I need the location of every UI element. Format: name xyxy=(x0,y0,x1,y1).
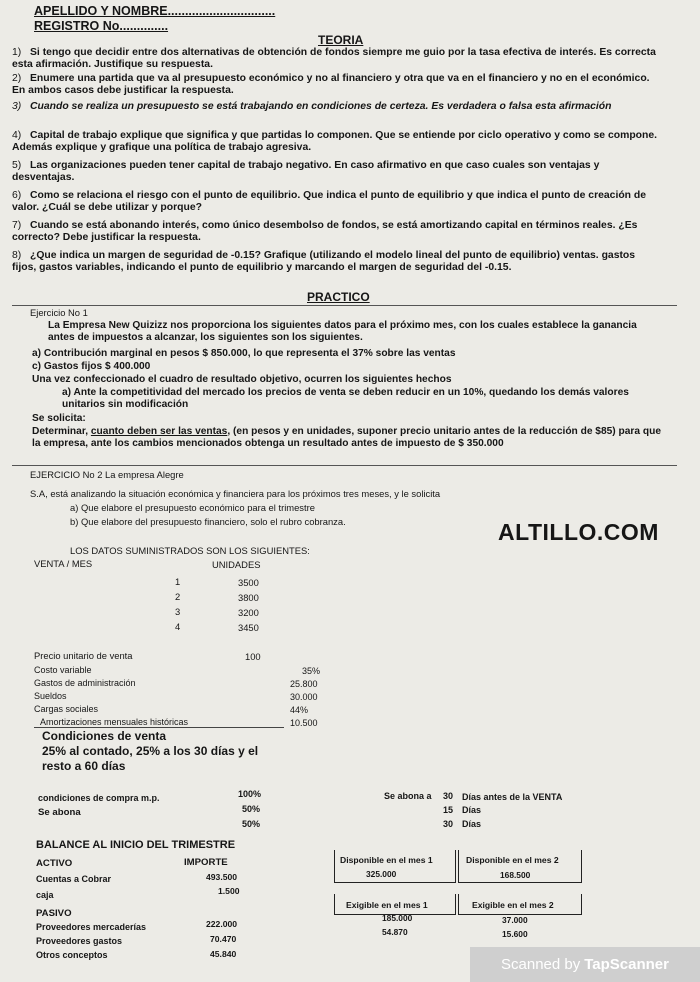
sueldos-label: Sueldos xyxy=(34,691,67,701)
registro-line: REGISTRO No.............. xyxy=(34,19,169,33)
question-2: 2) Enumere una partida que va al presupuesto económico y no al financiero y otra que va en el financiero y no en el económico. En ambos casos debe justificar la respuesta. xyxy=(12,73,650,96)
ej1-determinar: Determinar, cuanto deben ser las ventas, (en pesos y en unidades, suponer precio unitario antes de la reducción de $85) para que la empresa, ante los cambios mencionados obtenga un resultado antes de impuesto de $ 350.000 xyxy=(32,426,661,449)
prov-merc-label: Proveedores mercaderías xyxy=(36,922,147,932)
cargas-value: 44% xyxy=(290,705,309,715)
question-8: 8) ¿Que indica un margen de seguridad de -0.15? Grafique (utilizando el modelo lineal del punto de equilibrio) ventas. gastos fijos, gastos variables, indicando el punto de equilibrio y marcando el margen de seguridad del -0.15. xyxy=(12,250,636,273)
pasivo-label: PASIVO xyxy=(36,908,72,919)
costo-variable-value: 35% xyxy=(302,666,321,676)
ej2-item-a: a) Que elabore el presupuesto económico para el trimestre xyxy=(70,502,315,513)
mes-3: 3 xyxy=(175,606,181,617)
scanner-badge xyxy=(470,947,700,982)
prov-gastos-value: 70.470 xyxy=(210,934,237,944)
question-5: 5) Las organizaciones pueden tener capital de trabajo negativo. En caso afirmativo en que caso cuales son ventajas y desventajas. xyxy=(12,160,600,183)
scanner-brand: TapScanner xyxy=(584,956,669,973)
unidades-1: 3500 xyxy=(238,577,259,588)
disp-mes1-label: Disponible en el mes 1 xyxy=(340,855,433,865)
unidades-3: 3200 xyxy=(238,607,259,618)
amortizaciones-label: Amortizaciones mensuales históricas xyxy=(40,717,189,727)
cond-venta-text: 25% al contado, 25% a los 30 días y el resto a 60 días xyxy=(42,744,259,773)
abona-text-3: Días xyxy=(462,819,482,829)
divider xyxy=(12,305,677,306)
scanner-badge-text: Scanned by xyxy=(501,956,581,973)
cond-venta-title: Condiciones de venta xyxy=(42,729,167,743)
disp-mes2-label: Disponible en el mes 2 xyxy=(466,855,559,865)
costo-variable-label: Costo variable xyxy=(34,665,92,675)
otros-conceptos-value: 45.840 xyxy=(210,949,237,959)
prov-gastos-label: Proveedores gastos xyxy=(36,936,123,946)
mes-4: 4 xyxy=(175,621,181,632)
ej1-solicita: Se solicita: xyxy=(32,413,86,424)
abona-text-1: Días antes de la VENTA xyxy=(462,792,563,802)
importe-label: IMPORTE xyxy=(184,857,228,868)
cuentas-cobrar-value: 493.500 xyxy=(206,872,238,882)
question-1: 1) Si tengo que decidir entre dos alternativas de obtención de fondos siempre me guio por la tasa efectiva de interés. Es correcta esta afirmación. Justifique su respuesta. xyxy=(12,47,656,70)
cuentas-cobrar-label: Cuentas a Cobrar xyxy=(36,874,112,884)
ej1-confeccionado: Una vez confeccionado el cuadro de resultado objetivo, ocurren los siguientes hechos xyxy=(32,374,452,385)
datos-title: LOS DATOS SUMINISTRADOS SON LOS SIGUIENTES: xyxy=(70,545,310,556)
exig-mes1-value-b: 54.870 xyxy=(382,927,408,937)
question-6: 6) Como se relaciona el riesgo con el punto de equilibrio. Que indica el punto de equilibrio y que indica el punto de creación de valor. ¿Cuál se debe utilizar y porque? xyxy=(12,190,647,213)
otros-conceptos-label: Otros conceptos xyxy=(36,950,108,960)
apellido-line: APELLIDO Y NOMBRE............................... xyxy=(34,4,276,18)
se-abona-label: Se abona xyxy=(38,807,81,818)
mes-2: 2 xyxy=(175,591,181,602)
divider-2 xyxy=(12,465,677,466)
unidades-label: UNIDADES xyxy=(212,559,261,570)
amortizaciones-value: 10.500 xyxy=(290,718,318,728)
abona-days-3: 30 xyxy=(443,819,454,829)
compra-pct-3: 50% xyxy=(242,819,261,829)
altillo-watermark: ALTILLO.COM xyxy=(498,519,659,545)
ej2-item-b: b) Que elabore del presupuesto financiero, solo el rubro cobranza. xyxy=(70,516,346,527)
costs-underline xyxy=(34,727,284,728)
activo-label: ACTIVO xyxy=(36,858,73,869)
cond-compra-label: condiciones de compra m.p. xyxy=(38,793,160,803)
teoria-title: TEORIA xyxy=(318,33,364,47)
ej1-intro: La Empresa New Quizizz nos proporciona los siguientes datos para el próximo mes, con los cuales establece la ganancia antes de impuestos a alcanzar, los siguientes son los siguientes. xyxy=(48,320,637,343)
ej1-hecho-a: a) Ante la competitividad del mercado los precios de venta se deben reducir en un 10%, quedando los demás valores unitarios sin modificación xyxy=(62,387,629,410)
caja-label: caja xyxy=(36,890,54,900)
caja-value: 1.500 xyxy=(218,886,240,896)
exig-mes2-value-a: 37.000 xyxy=(502,915,528,925)
abona-days-1: 30 xyxy=(443,791,454,801)
ej1-item-a: a) Contribución marginal en pesos $ 850.000, lo que representa el 37% sobre las ventas xyxy=(32,348,456,359)
ej2-intro: S.A, está analizando la situación económica y financiera para los próximos tres meses, y le solicita xyxy=(30,488,441,499)
mes-1: 1 xyxy=(175,576,181,587)
balance-title: BALANCE AL INICIO DEL TRIMESTRE xyxy=(36,839,236,851)
abona-days-2: 15 xyxy=(443,805,454,815)
precio-value: 100 xyxy=(245,651,261,662)
question-7: 7) Cuando se está abonando interés, como único desembolso de fondos, se está amortizando capital en términos reales. ¿Es correcto? Debe justificar la respuesta. xyxy=(12,220,638,243)
gastos-admin-value: 25.800 xyxy=(290,679,318,689)
prov-merc-value: 222.000 xyxy=(206,919,238,929)
ej1-item-c: c) Gastos fijos $ 400.000 xyxy=(32,361,151,372)
exig-mes1-value-a: 185.000 xyxy=(382,913,413,923)
precio-label: Precio unitario de venta xyxy=(34,650,133,661)
abona-text-2: Días xyxy=(462,805,482,815)
exig-mes1-label: Exigible en el mes 1 xyxy=(346,900,428,910)
ejercicio-1-label: Ejercicio No 1 xyxy=(30,307,88,318)
exig-mes2-label: Exigible en el mes 2 xyxy=(472,900,554,910)
disp-mes2-value: 168.500 xyxy=(500,870,531,880)
ejercicio-2-label: EJERCICIO No 2 La empresa Alegre xyxy=(30,469,184,480)
venta-mes-label: VENTA / MES xyxy=(34,558,93,569)
unidades-2: 3800 xyxy=(238,592,259,603)
abona-pre: Se abona a xyxy=(384,791,432,801)
gastos-admin-label: Gastos de administración xyxy=(34,678,136,688)
exig-mes2-value-b: 15.600 xyxy=(502,929,528,939)
question-4: 4) Capital de trabajo explique que significa y que partidas lo componen. Que se entiende por ciclo operativo y como se compone. Además explique y grafique una política de trabajo agresiva. xyxy=(12,130,658,153)
disp-mes1-value: 325.000 xyxy=(366,869,397,879)
question-3: 3) Cuando se realiza un presupuesto se está trabajando en condiciones de certeza. Es verdadera o falsa esta afirmación xyxy=(12,101,612,112)
compra-pct-1: 100% xyxy=(238,789,262,799)
sueldos-value: 30.000 xyxy=(290,692,318,702)
practico-title: PRACTICO xyxy=(307,290,370,304)
compra-pct-2: 50% xyxy=(242,804,261,814)
unidades-4: 3450 xyxy=(238,622,259,633)
cargas-label: Cargas sociales xyxy=(34,704,99,714)
